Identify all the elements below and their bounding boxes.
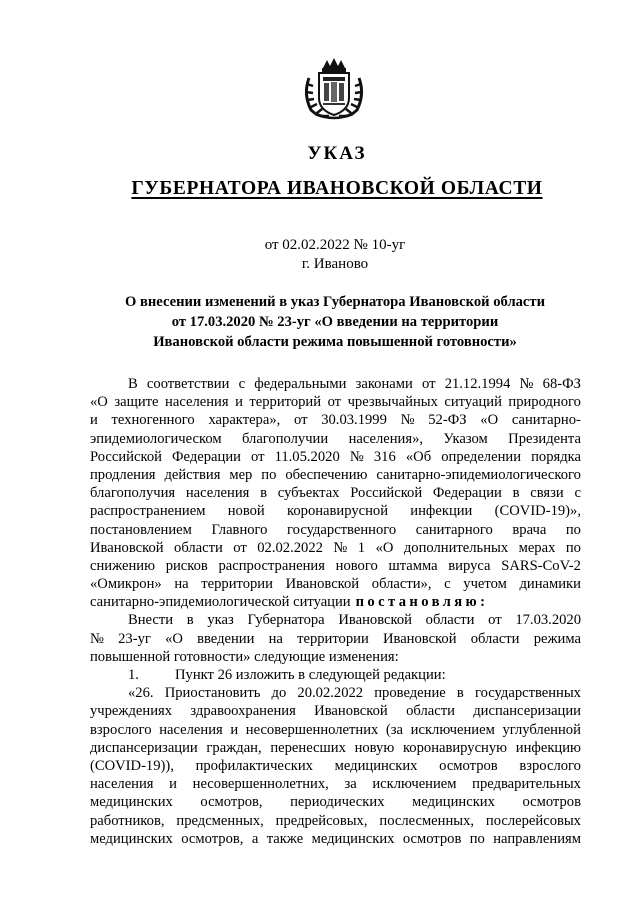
text-line	[90, 721, 581, 739]
list-item	[90, 666, 581, 684]
word: населения	[159, 721, 223, 738]
word: по	[565, 521, 581, 538]
word: 11.05.2020	[274, 448, 340, 465]
word: обеспечению	[285, 466, 368, 483]
word: нового	[335, 557, 378, 574]
word: по	[565, 539, 581, 556]
word: Ивановской	[285, 576, 360, 593]
word: Федерации	[172, 448, 241, 465]
word: территории	[297, 630, 369, 647]
word: врача	[512, 521, 547, 538]
word: в	[260, 485, 268, 502]
amendment-line	[90, 648, 581, 666]
word: с	[238, 376, 246, 392]
word: Российской	[90, 448, 162, 465]
item-number: 1.	[128, 667, 139, 683]
word: SARS-CoV-2	[501, 557, 581, 574]
word: действия	[164, 466, 221, 483]
word: осмотров	[439, 757, 498, 774]
text-line	[90, 575, 581, 593]
word: законами	[355, 376, 413, 392]
word: профилактических	[195, 757, 313, 774]
word: федеральными	[254, 376, 347, 392]
word: и	[90, 412, 98, 429]
word: с	[574, 485, 581, 502]
word: защите	[114, 394, 159, 411]
word: и	[235, 394, 243, 411]
word: благополучия	[90, 485, 176, 502]
word: области	[174, 539, 223, 556]
word: санитарно-эпидемиологического	[376, 466, 581, 483]
word: в	[512, 485, 520, 502]
text-line	[90, 684, 581, 702]
word: взрослого	[90, 721, 152, 738]
word: Внести	[128, 612, 174, 629]
word: углубленной	[502, 721, 581, 738]
word: 68-ФЗ	[542, 376, 581, 392]
item-text: Пункт 26 изложить в следующей редакции:	[175, 667, 446, 683]
text-line	[90, 466, 581, 484]
word: учетом	[463, 576, 507, 593]
word: осмотров	[522, 794, 581, 811]
word: Указом	[443, 430, 488, 447]
preamble-end-text: санитарно-эпидемиологической ситуации	[90, 594, 351, 611]
word: области	[470, 630, 520, 647]
word: (COVID-19)),	[90, 757, 174, 774]
text-line	[90, 830, 581, 848]
preamble-last-line	[90, 593, 581, 611]
city: г. Иваново	[301, 256, 369, 272]
word: государственных	[474, 685, 581, 702]
subject-line: Ивановской области режима повышенной готовности»	[153, 334, 517, 350]
word: №	[519, 376, 534, 392]
word: 30.03.1999	[321, 412, 387, 429]
word: осмотров,	[181, 830, 244, 847]
document-body	[90, 375, 581, 848]
word: техногенного	[111, 412, 195, 429]
word: диспансеризации	[90, 739, 198, 756]
word: и	[169, 776, 177, 793]
word: №	[349, 448, 364, 465]
word: направлениям	[493, 830, 581, 847]
word: проведение	[374, 685, 446, 702]
word: чрезвычайных	[347, 394, 438, 411]
word: (за	[385, 721, 404, 738]
text-line	[90, 539, 581, 557]
word: Приостановить	[164, 685, 261, 702]
word: №	[333, 539, 348, 556]
document-type-heading: УКАЗ	[307, 143, 367, 164]
word: введении	[197, 630, 255, 647]
word: соответствии	[146, 376, 230, 392]
word: от	[327, 394, 342, 411]
word: по	[261, 466, 277, 483]
word: мер	[229, 466, 253, 483]
word: 02.02.2022	[257, 539, 323, 556]
word: Российской	[350, 485, 423, 502]
amendment-line	[90, 611, 581, 629]
word: «26.	[128, 685, 154, 702]
word: связи	[530, 485, 564, 502]
word: продления	[90, 466, 156, 483]
word: Президента	[508, 430, 581, 447]
word: Губернатора	[247, 612, 325, 629]
word: вируса	[448, 557, 491, 574]
word: от	[294, 412, 308, 429]
word: медицинских	[412, 794, 495, 811]
word: за	[344, 776, 357, 793]
word: послесменных,	[379, 812, 475, 829]
word: на	[268, 630, 283, 647]
word: коронавирусную	[402, 739, 508, 756]
word: ситуаций	[444, 394, 502, 411]
decree-word: постановляю:	[355, 594, 489, 611]
text-line	[90, 411, 581, 429]
quoted-paragraph	[90, 684, 581, 848]
word: Главного	[211, 521, 268, 538]
word: санитарно-	[511, 412, 581, 429]
word: 21.12.1994	[444, 376, 511, 392]
word: в	[186, 612, 194, 629]
word: распространения	[218, 557, 325, 574]
word: периодических	[290, 794, 385, 811]
text-line	[90, 393, 581, 411]
word: характера»,	[208, 412, 281, 429]
text-line	[90, 793, 581, 811]
word: мерах	[518, 539, 556, 556]
word: послерейсовых	[485, 812, 581, 829]
word: осмотров,	[200, 794, 263, 811]
word: медицинских	[334, 757, 418, 774]
word: области	[425, 612, 475, 629]
word: диспансеризации	[473, 703, 581, 720]
word: Ивановской	[90, 539, 164, 556]
word: порядка	[531, 448, 581, 465]
word: несовершеннолетних,	[192, 776, 329, 793]
text-line	[90, 521, 581, 539]
word: граждан,	[206, 739, 262, 756]
coat-of-arms-icon	[301, 58, 367, 120]
word: здравоохранения	[190, 703, 296, 720]
word: субъектах	[277, 485, 340, 502]
word: Ивановской	[338, 612, 412, 629]
text-line	[90, 775, 581, 793]
word: штамма	[388, 557, 438, 574]
word: эпидемиологическом	[90, 430, 222, 447]
word: государственного	[287, 521, 397, 538]
word: №	[90, 630, 104, 647]
word: взрослого	[519, 757, 581, 774]
word: учреждениях	[90, 703, 173, 720]
word: от	[422, 376, 436, 392]
word: дополнительных	[403, 539, 509, 556]
date-number: от 02.02.2022 № 10-уг	[264, 237, 406, 253]
word: «О	[375, 539, 394, 556]
subject-title	[100, 292, 570, 352]
word: в	[456, 685, 464, 702]
word: от	[251, 448, 265, 465]
word: определении	[441, 448, 521, 465]
word: новой	[227, 503, 265, 520]
word: медицинских	[311, 830, 395, 847]
word: осмотров	[402, 830, 462, 847]
word: а	[251, 830, 259, 847]
word: Ивановской	[382, 630, 457, 647]
word: территорий	[249, 394, 322, 411]
word: области»,	[371, 576, 432, 593]
word: «Омикрон»	[90, 576, 162, 593]
word: исключением	[372, 776, 457, 793]
word: до	[271, 685, 287, 702]
word: коронавирусной	[287, 503, 389, 520]
word: также	[266, 830, 304, 847]
word: предрейсовых,	[275, 812, 368, 829]
word: 17.03.2020	[515, 612, 581, 629]
word: предварительных	[472, 776, 581, 793]
word: по	[469, 830, 485, 847]
word: благополучии	[241, 430, 329, 447]
word: с	[444, 576, 451, 593]
word: В	[128, 376, 138, 392]
subject-line: от 17.03.2020 № 23-уг «О введении на территории	[171, 314, 499, 330]
text-line	[90, 430, 581, 448]
issuer-heading-text: ГУБЕРНАТОРА ИВАНОВСКОЙ ОБЛАСТИ	[131, 178, 543, 199]
word: режима	[533, 630, 581, 647]
word: природного	[508, 394, 581, 411]
word: распространением	[90, 503, 206, 520]
text-line	[90, 484, 581, 502]
word: 1	[357, 539, 366, 556]
subject-line: О внесении изменений в указ Губернатора Ивановской области	[125, 294, 545, 310]
word: указ	[207, 612, 234, 629]
word: медицинских	[90, 794, 173, 811]
text-line	[90, 757, 581, 775]
word: области	[406, 703, 455, 720]
amendment-line-text: повышенной готовности» следующие изменения:	[90, 648, 399, 665]
word: населения	[90, 776, 154, 793]
text-line	[90, 739, 581, 757]
word: от	[233, 539, 247, 556]
word: населения»,	[348, 430, 424, 447]
word: Федерации	[432, 485, 502, 502]
word: «О	[165, 630, 183, 647]
word: Ивановской	[314, 703, 388, 720]
word: предсменных,	[176, 812, 264, 829]
word: инфекцию	[515, 739, 581, 756]
word: рисков	[165, 557, 208, 574]
preamble-paragraph	[90, 375, 581, 593]
word: динамики	[519, 576, 581, 593]
text-line	[90, 812, 581, 830]
word: постановлением	[90, 521, 192, 538]
word: на	[174, 576, 189, 593]
word: «О	[90, 394, 108, 411]
word: 52-ФЗ	[428, 412, 467, 429]
text-line	[90, 557, 581, 575]
word: новую	[354, 739, 395, 756]
word: территории	[201, 576, 273, 593]
word: исключением	[410, 721, 495, 738]
text-line	[90, 702, 581, 720]
text-line	[90, 448, 581, 466]
word: и	[230, 721, 239, 738]
word: (COVID-19)»,	[494, 503, 581, 520]
amendment-line	[90, 630, 581, 648]
word: населения	[165, 394, 229, 411]
word: населения	[185, 485, 250, 502]
issuer-heading	[0, 178, 640, 200]
word: несовершеннолетних	[245, 721, 379, 738]
word: 316	[373, 448, 396, 465]
word: 20.02.2022	[297, 685, 364, 702]
word: снижению	[90, 557, 155, 574]
word: санитарного	[415, 521, 493, 538]
word: работников,	[90, 812, 165, 829]
word: медицинских	[90, 830, 173, 847]
word: перенесших	[270, 739, 346, 756]
word: «Об	[405, 448, 432, 465]
word: инфекции	[410, 503, 473, 520]
word: от	[488, 612, 502, 629]
text-line	[90, 375, 581, 393]
word: «О	[480, 412, 499, 429]
text-line	[90, 502, 581, 520]
word: №	[400, 412, 415, 429]
word: 23-уг	[118, 630, 151, 647]
